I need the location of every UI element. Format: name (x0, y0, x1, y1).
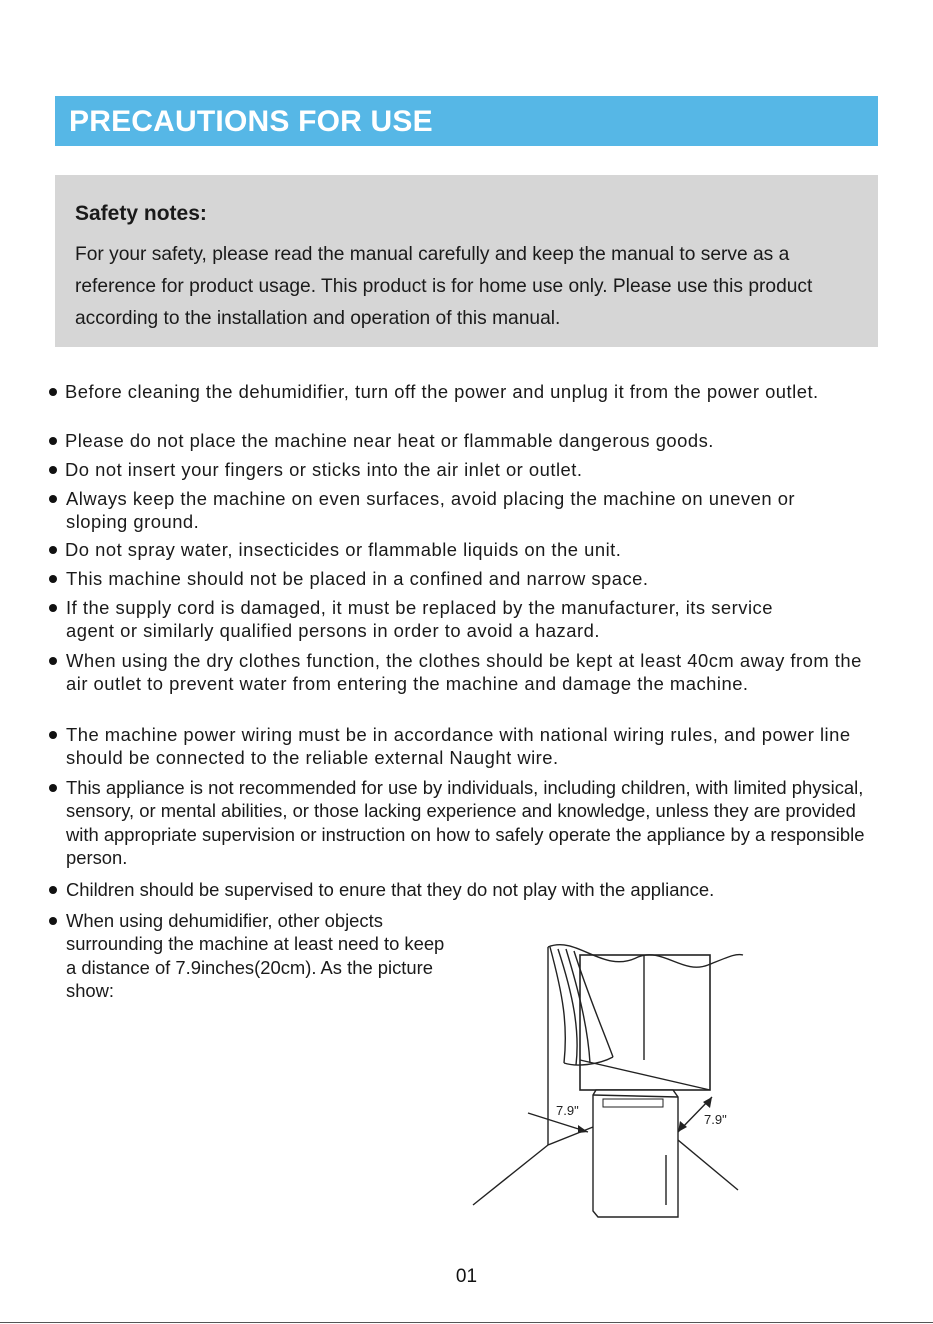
bottom-divider (0, 1322, 933, 1323)
right-distance-label: 7.9" (704, 1112, 727, 1127)
bullet-icon (49, 575, 57, 583)
bullet-icon (49, 917, 57, 925)
curtain-fold (558, 949, 577, 1065)
list-item-text: Always keep the machine on even surfaces, avoid placing the machine on uneven or sloping ground. (66, 488, 796, 533)
list-item-text: When using the dry clothes function, the clothes should be kept at least 40cm away from the air outlet to prevent water from entering the machine and damage the machine. (66, 650, 862, 695)
list-item-text: Do not insert your fingers or sticks into the air inlet or outlet. (65, 459, 583, 480)
list-item-text: Children should be supervised to enure that they do not play with the appliance. (66, 879, 715, 900)
bullet-icon (49, 546, 57, 554)
title-bar (55, 96, 878, 146)
list-item-text: Do not spray water, insecticides or flammable liquids on the unit. (65, 539, 622, 560)
bullet-icon (49, 784, 57, 792)
floor-line-left (473, 1145, 548, 1205)
list-item-text: When using dehumidifier, other objects surrounding the machine at least need to keep a distance of 7.9inches(20cm). As the picture show: (66, 910, 445, 1001)
list-item-text: This appliance is not recommended for use by individuals, including children, with limited physical, sensory, or mental abilities, or those lacking experience and knowledge, unless they are provided with appropriate supervision or instruction on how to safely operate the appliance by a responsible person. (66, 777, 865, 868)
bullet-icon (49, 604, 57, 612)
safety-notes-box (55, 175, 878, 347)
dehumidifier-body (593, 1090, 678, 1217)
list-item-text: If the supply cord is damaged, it must be replaced by the manufacturer, its service agent or similarly qualified persons in order to avoid a hazard. (66, 597, 773, 642)
page-number: 01 (455, 1266, 478, 1287)
floor-line-back (548, 1127, 593, 1145)
safety-notes-body: For your safety, please read the manual carefully and keep the manual to serve as a reference for product usage. This product is for home use only. Please use this product according to the installation and operation of this manual. (75, 244, 813, 329)
safety-notes-heading: Safety notes: (75, 202, 207, 225)
page-title: PRECAUTIONS FOR USE (69, 105, 433, 138)
list-item-text: This machine should not be placed in a confined and narrow space. (66, 568, 649, 589)
bullet-icon (49, 388, 57, 396)
window-sill (580, 1060, 710, 1090)
floor-line-right (678, 1140, 738, 1190)
bullet-icon (49, 466, 57, 474)
list-item-text: Before cleaning the dehumidifier, turn off the power and unplug it from the power outlet. (65, 381, 819, 402)
placement-illustration (468, 935, 748, 1225)
bullet-icon (49, 437, 57, 445)
bullet-icon (49, 657, 57, 665)
bullet-icon (49, 731, 57, 739)
bullet-icon (49, 886, 57, 894)
curtain-hem (564, 1057, 613, 1065)
bullet-icon (49, 495, 57, 503)
left-distance-label: 7.9" (556, 1103, 579, 1118)
curtain-fold (566, 949, 590, 1063)
list-item-text: Please do not place the machine near heat or flammable dangerous goods. (65, 430, 714, 451)
curtain-rod-swag (548, 945, 743, 967)
list-item-text: The machine power wiring must be in accordance with national wiring rules, and power line should be connected to the reliable external Naught wire. (66, 724, 851, 769)
room-corner-figure (468, 935, 748, 1225)
